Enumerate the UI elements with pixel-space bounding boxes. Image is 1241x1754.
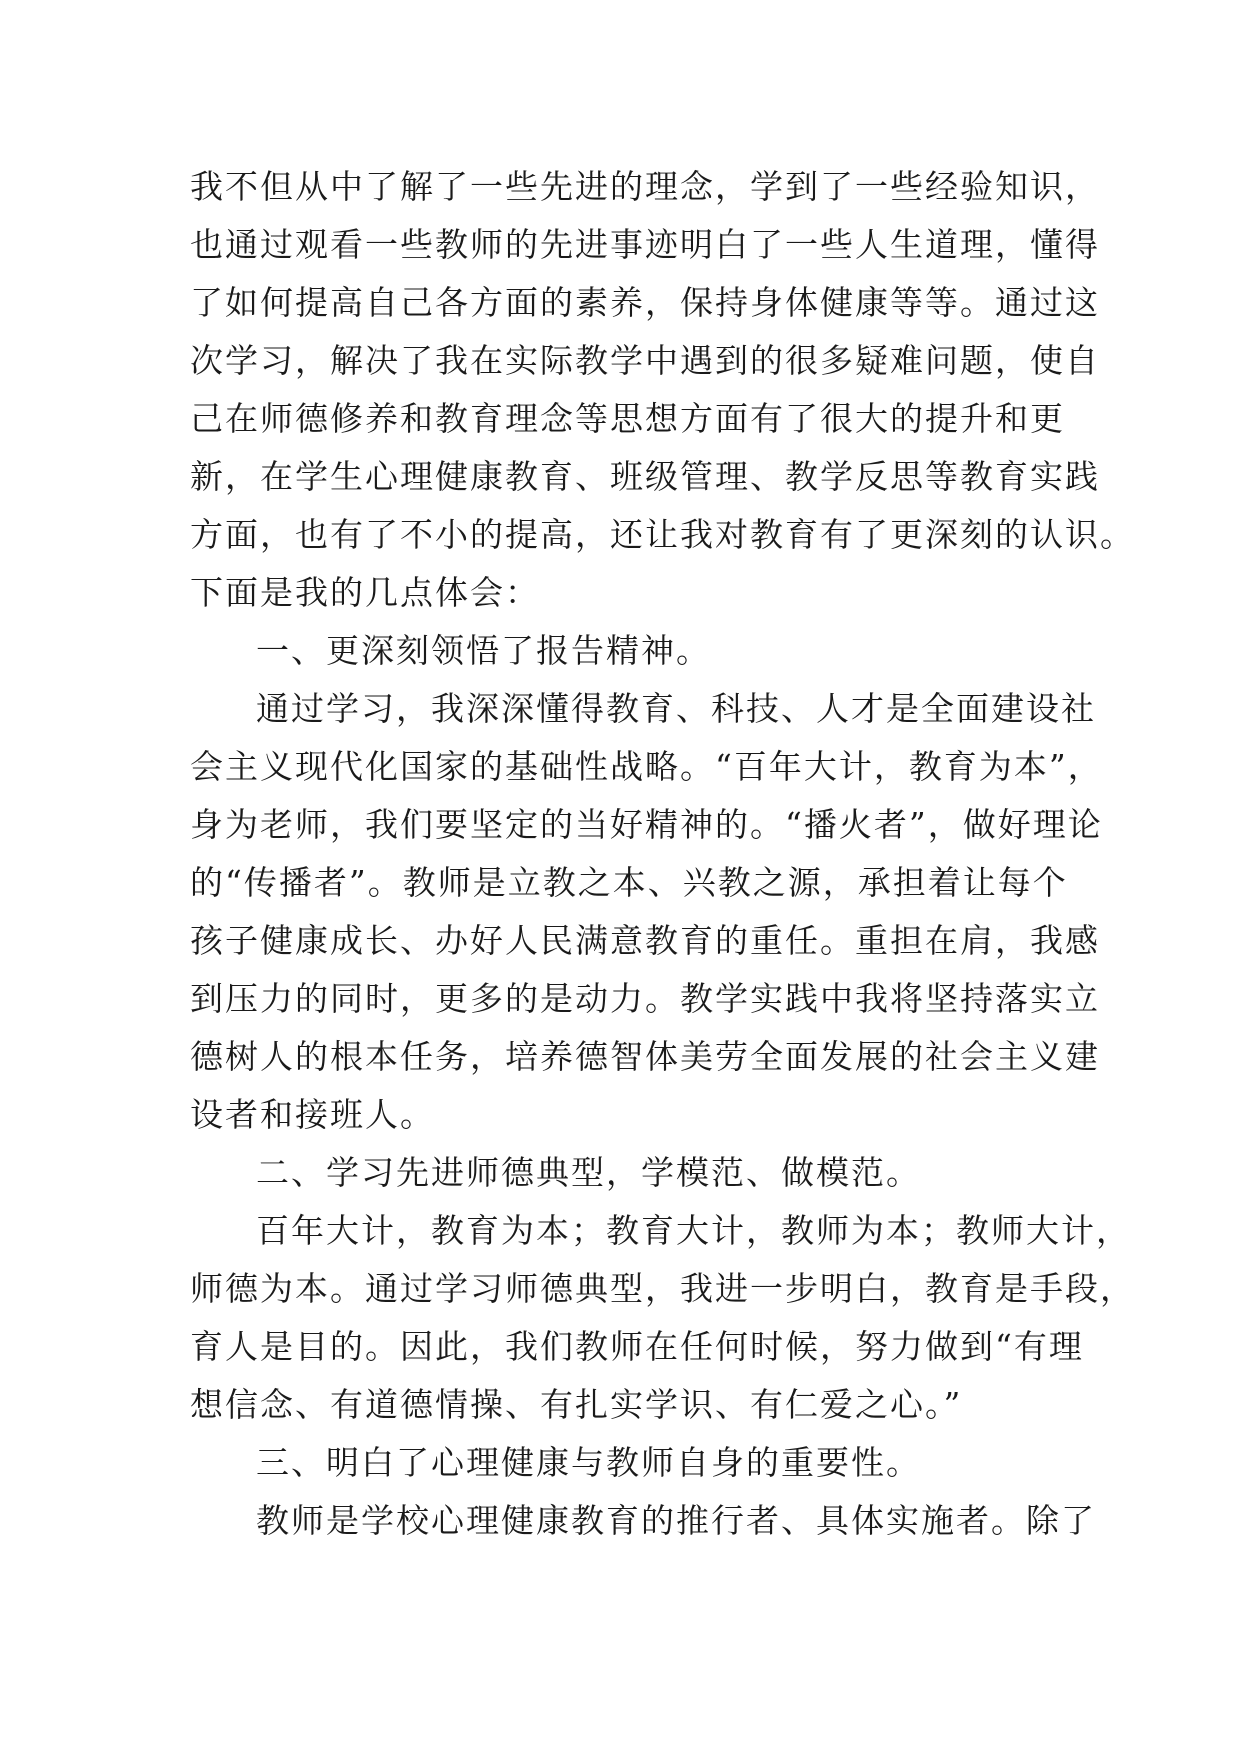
text-line: 到压力的同时，更多的是动力。教学实践中我将坚持落实立 — [190, 979, 1100, 1018]
text-line: 设者和接班人。 — [190, 1095, 435, 1134]
text-line: 也通过观看一些教师的先进事迹明白了一些人生道理，懂得 — [190, 225, 1100, 264]
text-line: 教师是学校心理健康教育的推行者、具体实施者。除了 — [256, 1501, 1096, 1540]
section-heading: 二、学习先进师德典型，学模范、做模范。 — [256, 1153, 921, 1192]
text-line: 孩子健康成长、办好人民满意教育的重任。重担在肩，我感 — [190, 921, 1100, 960]
text-line: 身为老师，我们要坚定的当好精神的。“播火者”，做好理论 — [190, 805, 1103, 844]
text-line: 会主义现代化国家的基础性战略。“百年大计，教育为本”， — [190, 747, 1103, 786]
section-heading: 三、明白了心理健康与教师自身的重要性。 — [256, 1443, 921, 1482]
text-line: 想信念、有道德情操、有扎实学识、有仁爱之心。” — [190, 1385, 963, 1424]
document-body — [190, 158, 1135, 1550]
text-line: 新，在学生心理健康教育、班级管理、教学反思等教育实践 — [190, 457, 1100, 496]
text-line: 的“传播者”。教师是立教之本、兴教之源，承担着让每个 — [190, 863, 1068, 902]
text-line: 育人是目的。因此，我们教师在任何时候，努力做到“有理 — [190, 1327, 1084, 1366]
text-line: 德树人的根本任务，培养德智体美劳全面发展的社会主义建 — [190, 1037, 1100, 1076]
text-line: 我不但从中了解了一些先进的理念，学到了一些经验知识， — [190, 167, 1100, 206]
section-heading: 一、更深刻领悟了报告精神。 — [256, 631, 711, 670]
text-line: 百年大计，教育为本；教育大计，教师为本；教师大计， — [256, 1211, 1131, 1250]
text-line: 师德为本。通过学习师德典型，我进一步明白，教育是手段， — [190, 1269, 1135, 1308]
text-line: 通过学习，我深深懂得教育、科技、人才是全面建设社 — [256, 689, 1096, 728]
text-line: 了如何提高自己各方面的素养，保持身体健康等等。通过这 — [190, 283, 1100, 322]
text-line: 方面，也有了不小的提高，还让我对教育有了更深刻的认识。 — [190, 515, 1135, 554]
text-line: 下面是我的几点体会： — [190, 573, 540, 612]
text-line: 次学习，解决了我在实际教学中遇到的很多疑难问题，使自 — [190, 341, 1100, 380]
text-line: 己在师德修养和教育理念等思想方面有了很大的提升和更 — [190, 399, 1065, 438]
